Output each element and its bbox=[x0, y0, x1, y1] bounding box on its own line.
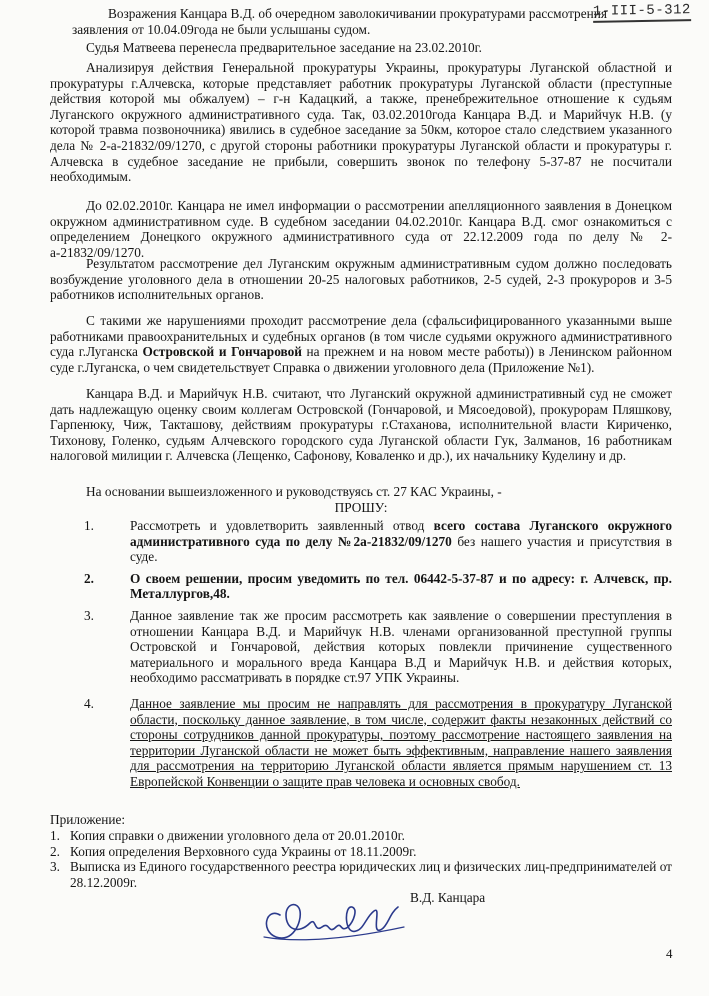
request-item-4 bbox=[50, 696, 672, 790]
paragraph-5-bold: Островской и Гончаровой bbox=[142, 344, 302, 360]
paragraph-3: До 02.02.2010г. Канцара не имел информации о рассмотрении апелляционного заявления в Донецком окружном административном суде. В судебном заседании 04.02.2010г. Канцара В.Д. смог ознакомиться с определением Донецкого окружного административного суда от 22.12.2009 года по делу № 2-а-21832/09/1270. bbox=[50, 198, 672, 260]
paragraph-5-start: С такими же нарушениями проходит рассмотрение дела (сфальсифицированного указанными выше работниками правоохранительных и судебных органов (в том числе судьями окружного административного суда г.Луганска bbox=[50, 313, 672, 360]
paragraph-2: Анализируя действия Генеральной прокуратуры Украины, прокуратуры Луганской областной и прокуратуры г.Алчевска, которые представляет работник прокуратуры Луганской области (преступные действия которой мы обжалуем) – г-н Кадацкий, а также, пренебрежительное отношение к судьям Луганского окружного административного суда. Так, 03.02.2010года Канцара В.Д. и Марийчук Н.В. (у которой травма позвоночника) явились в судебное заседание за 50км, которое стало следствием указанного дела № 2-а-21832/09/1270, с другой стороны работники прокуратуры Луганской области и прокуратуры г. Алчевска в судебное заседание не прибыли, совершить звонок по телефону 5-37-87 не посчитали необходимым. bbox=[50, 60, 672, 185]
paragraph-6: Канцара В.Д. и Марийчук Н.В. считают, что Луганский окружной административный суд не сможет дать надлежащую оценку своим коллегам Островской (Гончаровой, и Мясоедовой), прокурорам Пляшкову, Гарпенюку, Чиж, Такташову, действиям прокуратуры г.Стаханова, исполнительной власти Кириченко, Тихонову, Голенко, судьям Алчевского городского суда Луганской области Гук, Залманов, 16 работникам налоговой милиции г. Алчевска (Лещенко, Сафонову, Коваленко и др.), их начальнику Куделину и др. bbox=[50, 386, 672, 464]
request-number: 3. bbox=[84, 607, 94, 623]
request-item-1 bbox=[50, 518, 672, 565]
attachment-number: 1. bbox=[50, 828, 60, 843]
request-heading: ПРОШУ: bbox=[334, 500, 388, 515]
request-text-end: без нашего участия и присутствия в суде. bbox=[130, 533, 672, 565]
attachment-item-3 bbox=[50, 859, 672, 890]
paragraph-7: На основании вышеизложенного и руководствуясь ст. 27 КАС Украины, - bbox=[86, 484, 502, 499]
handwritten-signature bbox=[258, 887, 408, 947]
request-item-3 bbox=[50, 608, 672, 686]
request-item-2 bbox=[50, 571, 672, 602]
attachment-text: Копия справки о движении уголовного дела от 20.01.2010г. bbox=[70, 828, 405, 843]
attachment-text: Копия определения Верховного суда Украины от 18.11.2009г. bbox=[70, 843, 417, 859]
paragraph-5 bbox=[50, 313, 672, 375]
request-text-start: Рассмотреть и удовлетворить заявленный отвод bbox=[130, 518, 434, 533]
request-number: 1. bbox=[84, 518, 94, 533]
page-number: 4 bbox=[666, 946, 673, 961]
request-number: 4. bbox=[84, 695, 94, 711]
paragraph-5-end: на прежнем и на новом месте работы)) в Ленинском районном суде г.Луганска, о чем свидетельствует Справка о движении уголовного дела (Приложение №1). bbox=[50, 344, 672, 375]
paragraph-1: Судья Матвеева перенесла предварительное заседание на 23.02.2010г. bbox=[86, 40, 482, 55]
request-text-underlined: Данное заявление мы просим не направлять для рассмотрения в прокуратуру Луганской области, поскольку данное заявление, в том числе, содержит факты незаконных действий со стороны сотрудников данной прокуратуры, поэтому рассмотрение настоящего заявления на территории Луганской области не может быть эффективным, направление нашего заявления для рассмотрения на территорию Луганской области является прямым нарушением ст. 13 Европейской Конвенции о защите прав человека и основных свобод. bbox=[130, 695, 672, 789]
top-paragraph: Возражения Канцара В.Д. об очередном заволокичивании прокуратурами рассмотрения заявления от 10.04.09года не были услышаны судом. bbox=[72, 6, 607, 37]
signature-name: В.Д. Канцара bbox=[410, 890, 486, 905]
attachment-number: 3. bbox=[50, 859, 60, 875]
request-text-bold: О своем решении, просим уведомить по тел. 06442-5-37-87 и по адресу: г. Алчевск, пр. Металлургов,48. bbox=[130, 570, 672, 602]
paragraph-4: Результатом рассмотрение дел Луганским окружным административным судом должно последовать возбуждение уголовного дела в отношении 20-25 налоговых работников, 2-5 судей, 2-3 прокуроров и 3-5 работников исполнительных органов. bbox=[50, 256, 672, 303]
attachment-item-2 bbox=[50, 844, 672, 860]
attachment-item-1 bbox=[50, 828, 672, 844]
request-text: Данное заявление так же просим рассмотреть как заявление о совершении преступления в отношении Канцара В.Д. и Марийчук Н.В. членами организованной преступной группы Островской и Гончаровой, действия которых повлекли причинение существенного материального и морального вреда Канцара В.Д и Марийчук Н.В. и действия которых, необходимо рассматривать в порядке ст.97 УПК Украины. bbox=[130, 607, 672, 686]
request-number: 2. bbox=[84, 570, 94, 586]
request-text-bold: всего состава Луганского окружного административного суда по делу №2а-21832/09/1270 bbox=[130, 518, 672, 549]
requests-list bbox=[50, 518, 672, 796]
attachments-heading: Приложение: bbox=[50, 812, 126, 827]
attachments-list bbox=[50, 828, 672, 890]
attachment-text: Выписка из Единого государственного реестра юридических лиц и физических лиц-предпринимателей от 28.12.2009г. bbox=[70, 859, 672, 890]
handwritten-stamp: 1-III-5-312 bbox=[593, 3, 691, 22]
attachment-number: 2. bbox=[50, 843, 60, 859]
